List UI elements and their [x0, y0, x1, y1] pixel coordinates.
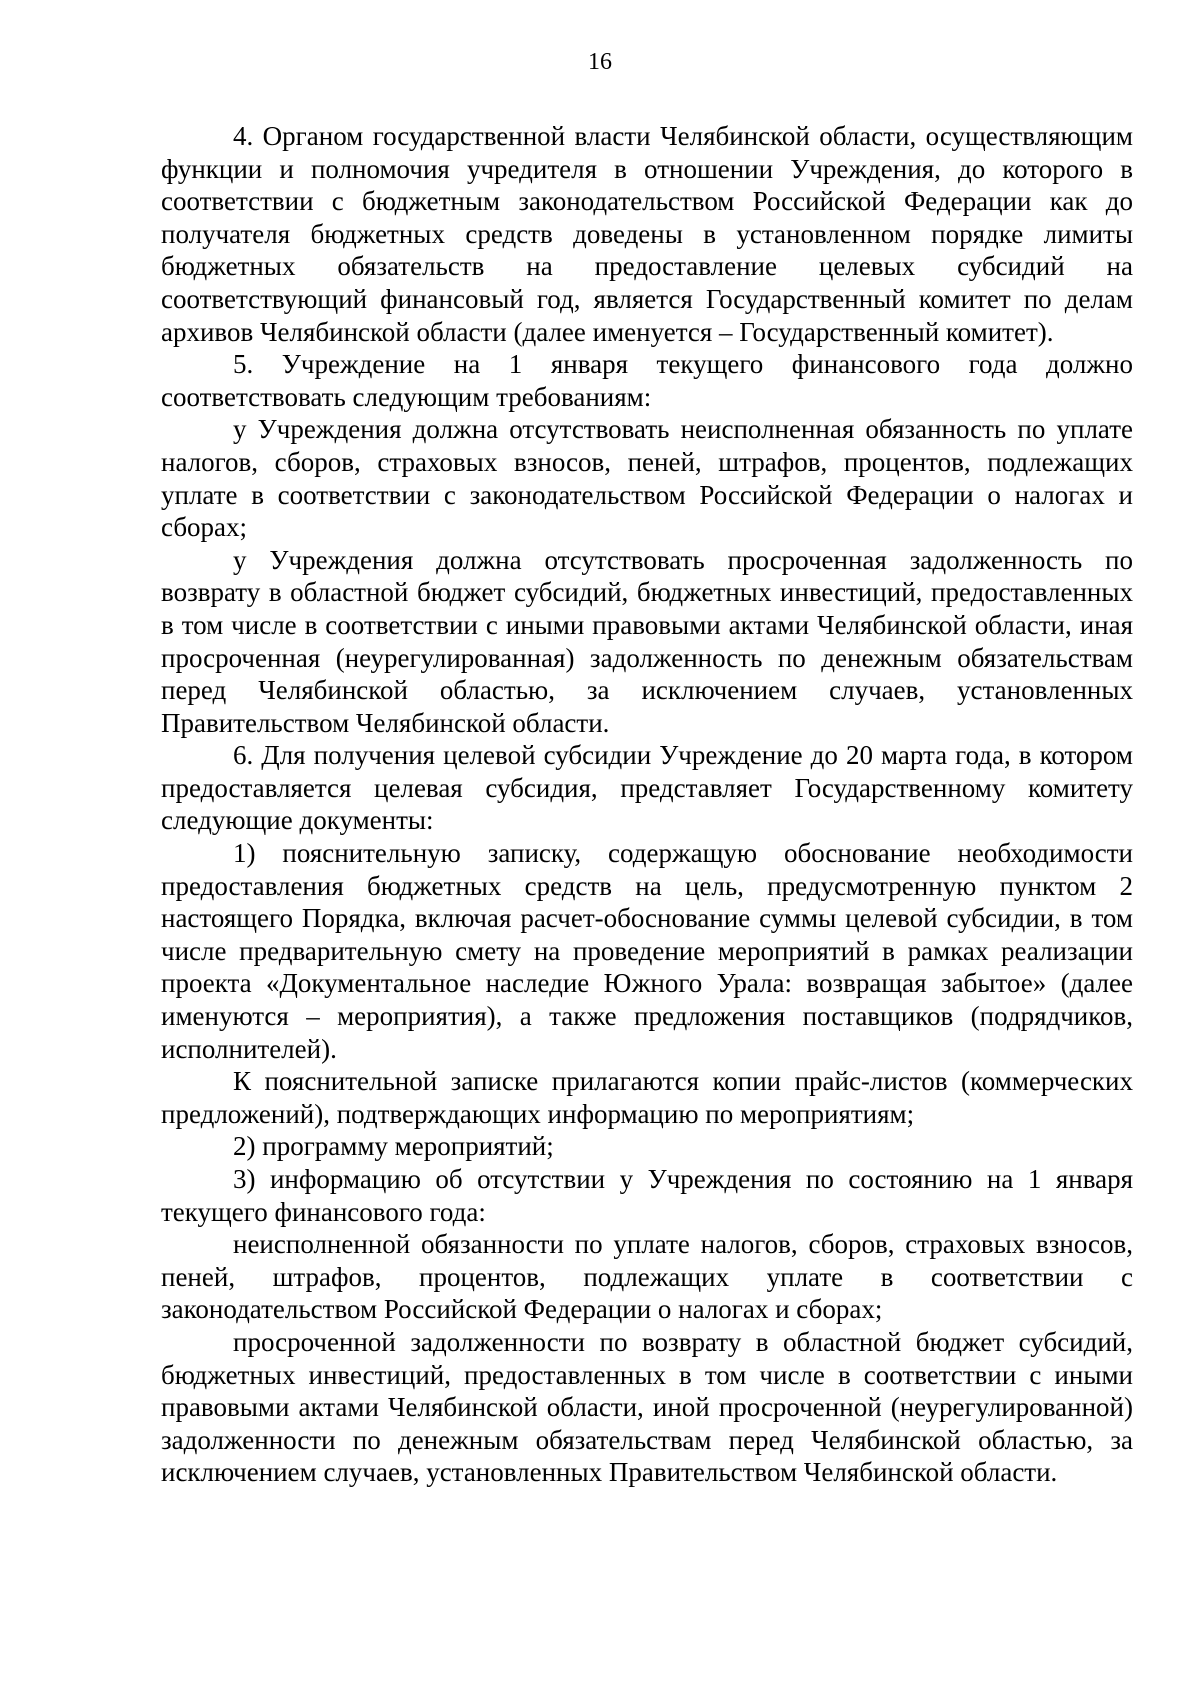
paragraph-4: 4. Органом государственной власти Челябинской области, осуществляющим функции и полномочия учредителя в отношении Учреждения, до которого в соответствии с бюджетным законодательством Российской Федерации как до получателя бюджетных средств доведены в установленном порядке лимиты бюджетных обязательств на предоставление целевых субсидий на соответствующий финансовый год, является Государственный комитет по делам архивов Челябинской области (далее именуется – Государственный комитет). [161, 121, 1133, 347]
paragraph-5-requirement-taxes: у Учреждения должна отсутствовать неисполненная обязанность по уплате налогов, сборов, страховых взносов, пеней, штрафов, процентов, подлежащих уплате в соответствии с законодательством Российской Федерации о налогах и сборах; [161, 414, 1133, 543]
paragraph-6-item-2: 2) программу мероприятий; [233, 1131, 554, 1162]
paragraph-6-item-3-debt: просроченной задолженности по возврату в областной бюджет субсидий, бюджетных инвестиций, предоставленных в том числе в соответствии с иными правовыми актами Челябинской области, иной просроченной (неурегулированной) задолженности по денежным обязательствам перед Челябинской областью, за исключением случаев, установленных Правительством Челябинской области. [161, 1326, 1133, 1488]
paragraph-6-item-3: 3) информацию об отсутствии у Учреждения по состоянию на 1 января текущего финансового года: [161, 1164, 1133, 1227]
paragraph-5-requirement-debt: у Учреждения должна отсутствовать просроченная задолженность по возврату в областной бюджет субсидий, бюджетных инвестиций, предоставленных в том числе в соответствии с иными правовыми актами Челябинской области, иная просроченная (неурегулированная) задолженность по денежным обязательствам перед Челябинской областью, за исключением случаев, установленных Правительством Челябинской области. [161, 544, 1133, 738]
page-number: 16 [588, 49, 612, 75]
paragraph-6-item-1: 1) пояснительную записку, содержащую обоснование необходимости предоставления бюджетных средств на цель, предусмотренную пунктом 2 настоящего Порядка, включая расчет-обоснование суммы целевой субсидии, в том числе предварительную смету на проведение мероприятий в рамках реализации проекта «Документальное наследие Южного Урала: возвращая забытое» (далее именуются – мероприятия), а также предложения поставщиков (подрядчиков, исполнителей). [161, 838, 1133, 1064]
paragraph-5: 5. Учреждение на 1 января текущего финансового года должно соответствовать следующим требованиям: [161, 349, 1133, 412]
document-body [161, 120, 1133, 1489]
paragraph-6-item-3-taxes: неисполненной обязанности по уплате налогов, сборов, страховых взносов, пеней, штрафов, процентов, подлежащих уплате в соответствии с законодательством Российской Федерации о налогах и сборах; [161, 1229, 1133, 1325]
paragraph-6-item-1-attachments: К пояснительной записке прилагаются копии прайс-листов (коммерческих предложений), подтверждающих информацию по мероприятиям; [161, 1066, 1133, 1129]
paragraph-6: 6. Для получения целевой субсидии Учреждение до 20 марта года, в котором предоставляется целевая субсидия, представляет Государственному комитету следующие документы: [161, 740, 1133, 836]
